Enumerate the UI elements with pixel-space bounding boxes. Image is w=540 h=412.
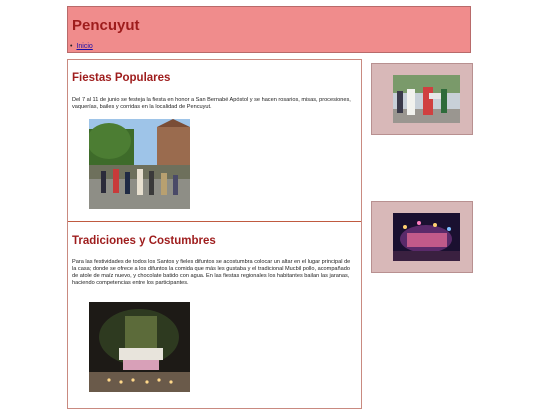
night-festival-photo	[393, 213, 460, 261]
site-title: Pencuyut	[72, 17, 140, 34]
main-nav	[70, 43, 93, 50]
nav-bullet-icon: •	[70, 43, 73, 50]
dancers-photo	[393, 75, 460, 123]
procession-photo	[89, 119, 190, 209]
section-title: Tradiciones y Costumbres	[72, 235, 216, 247]
sidebar-photo-box-dance	[371, 63, 473, 135]
section-text: Del 7 al 11 de junio se festeja la fiesta en honor a San Bernabé Apóstol y se hacen rosarios, misas, procesiones, vaquerías, bailes y corridas en la localidad de Pencuyut.	[72, 97, 351, 110]
section-fiestas-populares	[68, 60, 361, 222]
section-text: Para las festividades de todos los Santos y fieles difuntos se acostumbra colocar un altar en el lugar principal de la casa; donde se ofrece a los difuntos la comida que más les gustaba y el tradicional Mucbil pollo, acompañado de atole de maíz nuevo, y chocolate batido con agua. En las fiestas regionales los habitantes bailan las jaranas, haciendo competencias entre los participantes.	[72, 259, 351, 286]
nav-link-inicio[interactable]: Inicio	[76, 43, 93, 50]
sidebar-photo-box-night	[371, 201, 473, 273]
main-content	[67, 59, 362, 409]
altar-photo	[89, 302, 190, 392]
section-title: Fiestas Populares	[72, 72, 171, 84]
section-tradiciones	[68, 222, 361, 412]
site-header	[67, 6, 471, 53]
